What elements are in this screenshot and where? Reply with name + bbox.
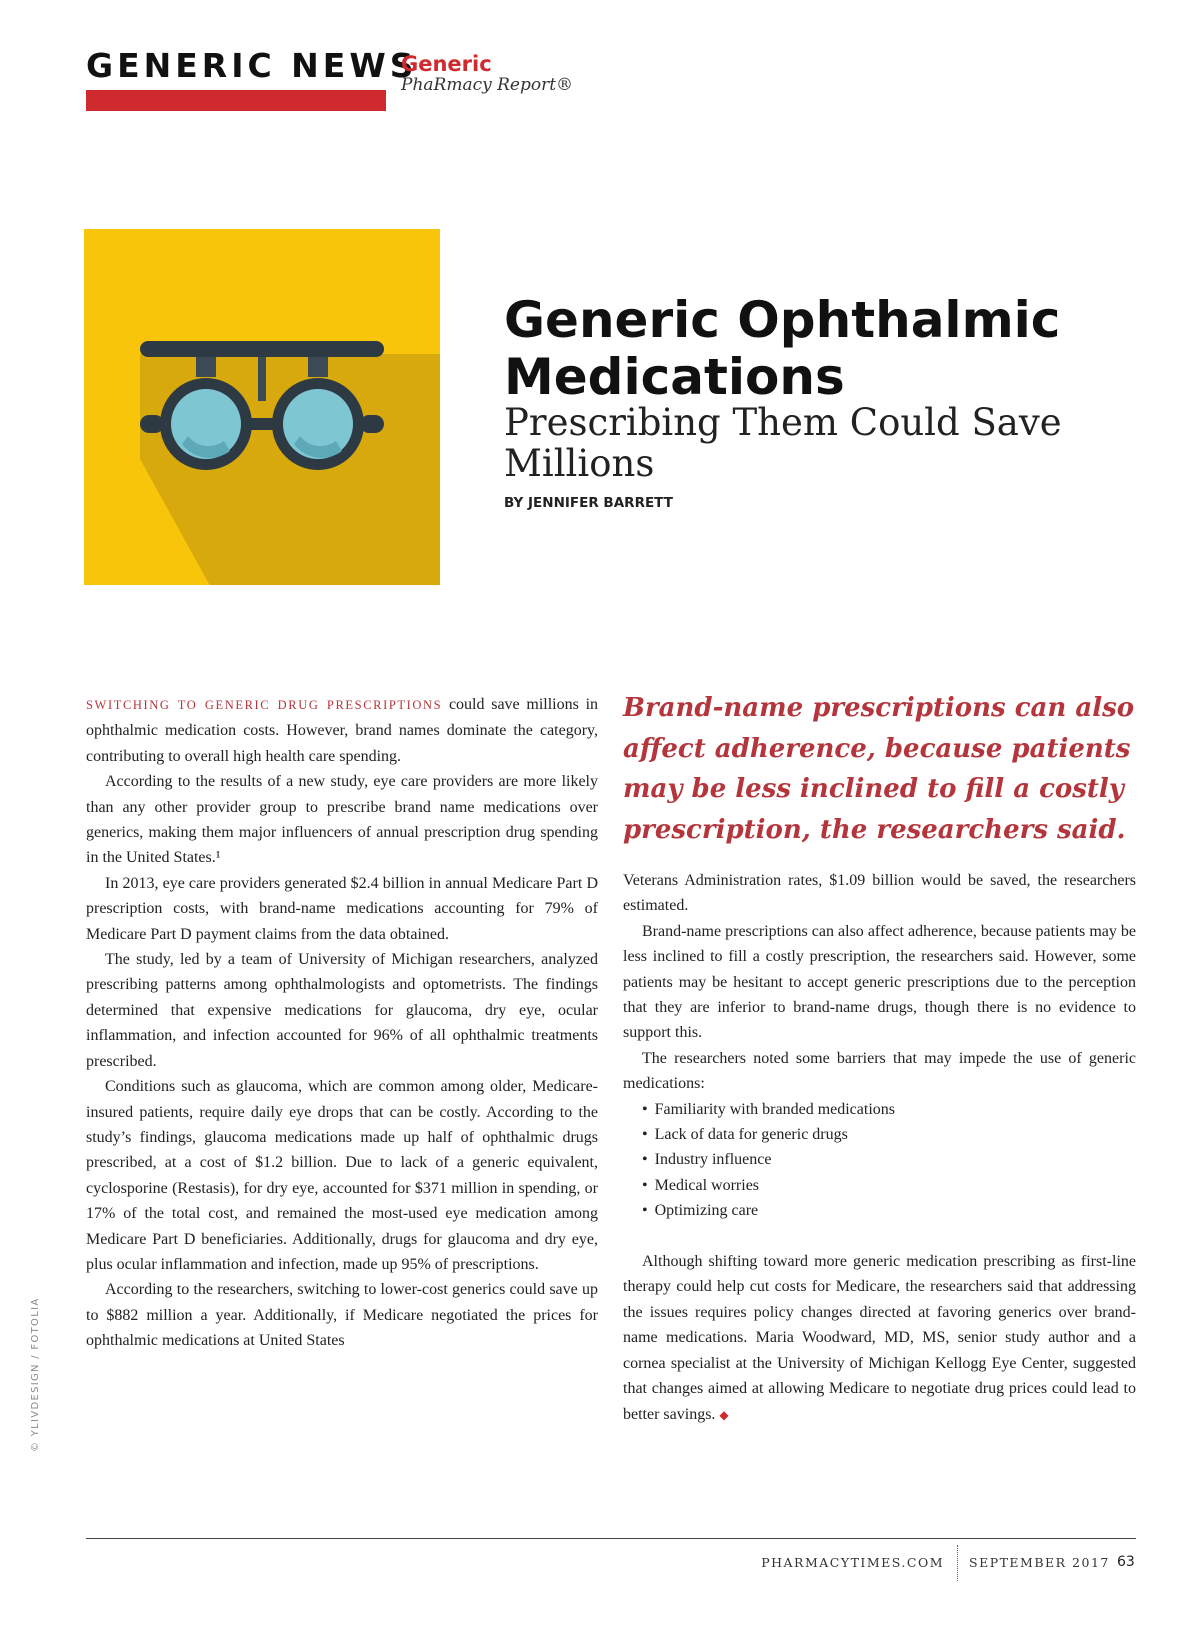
image-credit: © YLIVDESIGN / FOTOLIA xyxy=(30,1297,41,1452)
body-paragraph: In 2013, eye care providers generated $2.4 billion in annual Medicare Part D prescription costs, with brand-name medications accounting for 79% of Medicare Part D payment claims from the data obtained. xyxy=(86,874,598,943)
body-paragraph: Veterans Administration rates, $1.09 billion would be saved, the researchers estimated. xyxy=(623,872,1136,915)
body-paragraph: Brand-name prescriptions can also affect adherence, because patients may be less inclined to fill a costly prescription, the researchers said. However, some patients may be hesitant to accept generic prescriptions due to the perception that they are inferior to brand-name drugs, though there is no evidence to support this. xyxy=(623,922,1136,1042)
publication-logo xyxy=(401,54,573,94)
footer-date: SEPTEMBER 2017 xyxy=(969,1555,1110,1570)
section-bar xyxy=(86,90,386,111)
spacer xyxy=(623,1224,1136,1249)
logo-top-text: Generic xyxy=(401,52,492,76)
article-byline: BY JENNIFER BARRETT xyxy=(504,495,673,511)
list-item: • Familiarity with branded medications xyxy=(642,1097,1136,1122)
pull-quote: Brand-name prescriptions can also affect adherence, because patients may be less inclined to fill a costly prescription, the researchers said. xyxy=(623,693,1135,845)
list-item: • Optimizing care xyxy=(642,1198,1136,1223)
list-item: • Lack of data for generic drugs xyxy=(642,1122,1136,1147)
page-number: 63 xyxy=(1117,1554,1135,1570)
right-column xyxy=(623,868,1136,1428)
footer-separator xyxy=(957,1545,958,1581)
paragraph-text: could save millions in ophthalmic medication costs. However, brand names dominate the category, contributing to overall high health care spending. xyxy=(86,696,599,765)
end-mark-icon: ◆ xyxy=(719,1407,729,1422)
lead-in: SWITCHING TO GENERIC DRUG PRESCRIPTIONS xyxy=(86,698,443,712)
footer-site: PHARMACYTIMES.COM xyxy=(761,1555,944,1570)
footer-rule xyxy=(86,1538,1136,1539)
hero-image xyxy=(84,229,440,585)
list-item: • Industry influence xyxy=(642,1147,1136,1172)
trial-frame-glasses-icon xyxy=(84,229,440,585)
left-column xyxy=(86,692,598,1354)
body-paragraph xyxy=(86,692,598,769)
body-paragraph: The researchers noted some barriers that may impede the use of generic medications: xyxy=(623,1049,1136,1093)
body-paragraph: Conditions such as glaucoma, which are common among older, Medicare-insured patients, require daily eye drops that can be costly. According to the study’s findings, glaucoma medications made up half of ophthalmic drugs prescribed, at a cost of $1.2 billion. Due to lack of a generic equivalent, cyclosporine (Restasis), for dry eye, accounted for $371 million in spending, or 17% of the total cost, and remained the most-used eye medication among Medicare Part D beneficiaries. Additionally, drugs for glaucoma and dry eye, plus ocular inflammation and infection, made up 95% of prescriptions. xyxy=(86,1078,598,1273)
body-paragraph: According to the results of a new study, eye care providers are more likely than any other provider group to prescribe brand name medications over generics, making them major influencers of annual prescription drug spending in the United States.¹ xyxy=(86,773,598,867)
barrier-list xyxy=(623,1097,1136,1224)
article-subheadline: Prescribing Them Could Save Millions xyxy=(504,401,1062,485)
paragraph-text: Although shifting toward more generic medication prescribing as first-line therapy could help cut costs for Medicare, the researchers said that addressing the issues requires policy changes directed at favoring generics over brand-name medications. Maria Woodward, MD, MS, senior study author and a cornea specialist at the University of Michigan Kellogg Eye Center, suggested that changes aimed at allowing Medicare to negotiate drug prices could lead to better savings. xyxy=(623,1253,1136,1423)
logo-bottom-text: PhaRmacy Report® xyxy=(401,75,574,95)
body-paragraph xyxy=(623,1249,1136,1428)
body-paragraph: According to the researchers, switching to lower-cost generics could save up to $882 million a year. Additionally, if Medicare negotiated the prices for ophthalmic medications at United States xyxy=(86,1281,598,1350)
article-headline: Generic Ophthalmic Medications xyxy=(504,291,1061,406)
list-item: • Medical worries xyxy=(642,1173,1136,1198)
body-paragraph: The study, led by a team of University of Michigan researchers, analyzed prescribing patterns among ophthalmologists and optometrists. The findings determined that expensive medications for glaucoma, dry eye, ocular inflammation, and infection accounted for 96% of all ophthalmic treatments prescribed. xyxy=(86,951,598,1070)
section-title: GENERIC NEWS xyxy=(86,46,418,85)
